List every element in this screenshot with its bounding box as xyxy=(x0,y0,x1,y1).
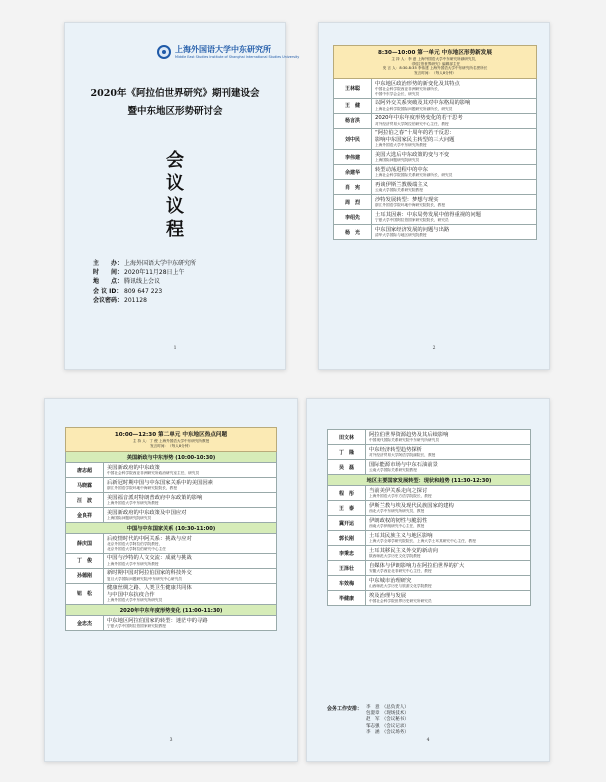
speaker-row xyxy=(333,114,537,129)
agenda-heading-char: 程 xyxy=(166,219,184,240)
speaker-name: 冀开运 xyxy=(328,516,366,530)
session-two-table xyxy=(65,427,277,631)
section-heading: 美国新政与中东形势 (10:00-10:30) xyxy=(65,452,277,463)
info-label: 会议密码： xyxy=(93,296,124,304)
speaker-content xyxy=(372,150,536,164)
speaker-content xyxy=(372,180,536,194)
talk-title: 当前美伊关系走向之探讨 xyxy=(369,487,428,494)
info-time xyxy=(93,268,196,277)
speaker-affiliation: 宁夏大学中国阿拉伯国家研究院院长，研究员 xyxy=(375,218,449,223)
info-label: 地 点： xyxy=(93,278,124,286)
speaker-row xyxy=(327,501,531,516)
speaker-affiliation: 上海社会科学院国际关系研究所副所长，研究员 xyxy=(375,173,453,178)
speaker-row xyxy=(333,165,537,180)
speaker-name: 余建华 xyxy=(334,165,372,179)
speaker-name: 吴 磊 xyxy=(328,460,366,474)
agenda-heading xyxy=(65,149,285,241)
talk-title: 2020年中东年度形势变化的若干思考 xyxy=(375,115,463,122)
page-number: 4 xyxy=(426,738,430,743)
logo-chinese-name: 上海外国语大学中东研究所 xyxy=(175,45,271,54)
speaker-affiliation: 上海国际问题研究院研究员 xyxy=(107,516,152,521)
talk-title: 阿拉伯世界资源趋势及其后续影响 xyxy=(369,431,449,438)
staff-list xyxy=(366,705,409,736)
speaker-affiliation: 中国社会科学院世界历史研究所研究员 xyxy=(369,598,432,603)
speaker-name: 李绍先 xyxy=(334,210,372,224)
talk-title: 中东地区政治形势的新变化及其特点 xyxy=(375,80,460,87)
speaker-content xyxy=(372,225,536,239)
talk-title: 后新冠时期中国与中东国家关系中的美国因素 xyxy=(107,479,213,486)
speaker-content xyxy=(104,493,276,507)
speaker-name: 王泽壮 xyxy=(328,561,366,575)
talk-title-continued: 与中国中东抗疫合作 xyxy=(107,591,155,598)
speaker-affiliation: 上海外国语大学中东研究所研究员 xyxy=(107,598,163,603)
talk-title: 土耳其移民主义外交的新动向 xyxy=(369,547,438,554)
staff-member: 李 意 （总负责人） xyxy=(366,705,409,710)
talk-title: 中国与沙特的人文交流：成就与挑战 xyxy=(107,555,192,562)
speaker-affiliation: 西南大学伊朗研究中心主任，教授 xyxy=(369,523,425,528)
speaker-name: 田文林 xyxy=(328,430,366,444)
info-value: 腾讯线上会议 xyxy=(124,278,161,286)
session-header xyxy=(333,45,537,79)
speaker-content xyxy=(366,576,530,590)
talk-title: 健康丝绸之路、人类卫生健康共同体 xyxy=(107,585,192,592)
speaker-name: 金忠杰 xyxy=(66,616,104,630)
speaker-content xyxy=(104,616,276,630)
speaker-affiliation: 对外经济贸易大学阿语学院副院长，教授 xyxy=(369,452,436,457)
info-organizer xyxy=(93,259,196,268)
speaker-affiliation: 上海外国语大学中东研究所教授 xyxy=(375,143,427,148)
talk-title: 以阿外交关系突破及其对中东格局的影响 xyxy=(375,100,471,107)
speaker-content xyxy=(366,501,530,515)
speaker-affiliation: 上海外国语大学东方语学院院长，教授 xyxy=(369,493,432,498)
speaker-row xyxy=(333,180,537,195)
conference-subtitle: 暨中东地区形势研讨会 xyxy=(127,106,223,117)
speaker-content xyxy=(366,445,530,459)
speaker-name: 王 健 xyxy=(334,99,372,113)
speaker-content xyxy=(104,534,276,553)
speaker-row xyxy=(65,584,277,605)
staff-member: 李 涵 （会议场务） xyxy=(366,729,409,735)
speaker-affiliation: 北京外国语大学阿拉伯学院教授， xyxy=(107,542,163,547)
info-value: 201128 xyxy=(124,296,147,304)
agenda-heading-char: 议 xyxy=(166,196,184,217)
page-number: 2 xyxy=(432,346,436,351)
speaker-row xyxy=(327,516,531,531)
speaker-row xyxy=(333,225,537,240)
talk-title: 美国新政府的中东政策 xyxy=(107,464,160,471)
talk-title-continued: 影响中东国家民主转型的三大问题 xyxy=(375,136,455,143)
speaker-row xyxy=(333,79,537,99)
info-value: 上海外国语大学中东研究所 xyxy=(124,260,197,267)
talk-title: 后疫情时代的中阿关系：挑战与应对 xyxy=(107,535,192,542)
info-meeting-id xyxy=(93,287,196,296)
speaker-row xyxy=(327,546,531,561)
speaker-affiliation: 上海外国语大学中东研究所教授 xyxy=(107,501,159,506)
speaker-content xyxy=(366,546,530,560)
speaker-row xyxy=(65,534,277,554)
speaker-affiliation: 复旦大学国际问题研究院/中东研究中心研究员 xyxy=(107,576,182,581)
staff-arrangement xyxy=(327,705,409,736)
staff-member: 邹志强 （会议记录） xyxy=(366,723,409,729)
institute-logo xyxy=(157,43,300,65)
conference-title: 2020年《阿拉伯世界研究》期刊建设会 xyxy=(90,88,260,99)
session-two-continued-table xyxy=(327,429,531,606)
speaker-content xyxy=(104,478,276,492)
section-heading: 2020年中东年度形势变化 (11:00-11:30) xyxy=(65,605,277,616)
speaker-content xyxy=(372,79,536,98)
section-heading: 地区主要国家发展转型：现状和趋势 (11:30-12:30) xyxy=(327,475,531,486)
speaker-content xyxy=(104,508,276,522)
speaker-content xyxy=(372,129,536,149)
speaker-affiliation: 上海大学全球学研究院院长，上海大学土耳其研究中心主任，教授 xyxy=(369,538,476,543)
staff-member: 包澄章 （现场技术） xyxy=(366,711,409,717)
speaker-row xyxy=(327,576,531,591)
speaker-content xyxy=(366,591,530,605)
info-value: 809 647 223 xyxy=(124,287,163,295)
speaker-content xyxy=(366,531,530,545)
speaker-content xyxy=(104,554,276,568)
agenda-page-1 xyxy=(64,22,300,370)
session-title: 8:30—10:00 第一单元 中东地区形势新发展 xyxy=(378,50,492,56)
speaker-row xyxy=(327,445,531,460)
speaker-row xyxy=(327,429,531,445)
talk-title: 美国大选后中东政策的变与不变 xyxy=(375,151,450,158)
speaker-name: 唐志超 xyxy=(66,463,104,477)
agenda-heading-char: 会 xyxy=(166,150,184,171)
talk-title: 中东地区阿拉伯国家的转型：迷茫中的寻路 xyxy=(107,617,208,624)
talk-title: 中东国家经济发展的问题与出路 xyxy=(375,226,450,233)
speaker-name: 薛庆国 xyxy=(66,534,104,553)
speaker-affiliation: 西北大学中东研究所研究员，教授 xyxy=(369,508,425,513)
speaker-row xyxy=(65,569,277,584)
info-label: 主 办： xyxy=(93,260,124,267)
speaker-name: 毕健康 xyxy=(328,591,366,605)
info-location xyxy=(93,277,196,286)
speaker-affiliation: 浙江外国语学院环地中海研究院院长，教授 xyxy=(375,203,446,208)
speaker-row xyxy=(327,486,531,501)
speaker-affiliation: 对外经济贸易大学阿拉伯研究中心主任，教授 xyxy=(375,121,449,126)
talk-title: 伊斯兰教与埃及现代民族国家的建构 xyxy=(369,502,454,509)
speaker-affiliation: 中国中东学会会长，研究员 xyxy=(375,91,420,96)
speaker-name: 肖 宪 xyxy=(334,180,372,194)
speaker-content xyxy=(372,210,536,224)
session-body xyxy=(327,429,531,606)
speaker-row xyxy=(327,531,531,546)
staff-label: 会务工作安排： xyxy=(327,706,363,712)
talk-title: 中东城市治理研究 xyxy=(369,577,412,584)
speaker-name: 程 彤 xyxy=(328,486,366,500)
section-heading: 中国与中东国家关系 (10:30-11:00) xyxy=(65,523,277,534)
talk-title: 土耳其因素：中东局势发展中值得重视的问题 xyxy=(375,211,481,218)
speaker-content xyxy=(104,584,276,604)
speaker-name: 王林聪 xyxy=(334,79,372,98)
speaker-name: 周 烈 xyxy=(334,195,372,209)
speaker-row xyxy=(65,463,277,478)
speaker-affiliation: 上海外国语大学中东研究所教授 xyxy=(107,561,159,566)
speaker-row xyxy=(65,493,277,508)
university-emblem-icon xyxy=(157,45,171,59)
speaker-affiliation: 中国社会科学院西亚非洲研究所副所长， xyxy=(375,87,442,92)
speaker-row xyxy=(65,554,277,569)
talk-title: 美国福音派对特朗普政府中东政策的影响 xyxy=(107,494,203,501)
info-password xyxy=(93,296,196,305)
speaker-row xyxy=(327,591,531,606)
talk-title: “阿拉伯之春”十周年的若干反思： xyxy=(375,130,455,137)
speaker-affiliation: 云南大学国际关系研究院教授 xyxy=(375,188,423,193)
speaker-affiliation: 云南大学国际关系研究院教授 xyxy=(369,467,417,472)
talk-title: 中东经济转型趋势探析 xyxy=(369,446,422,453)
speaker-content xyxy=(372,195,536,209)
speaker-content xyxy=(372,114,536,128)
speaker-content xyxy=(104,463,276,477)
speaker-name: 杨言洪 xyxy=(334,114,372,128)
info-label: 时 间： xyxy=(93,269,124,277)
speaker-name: 丁 隆 xyxy=(328,445,366,459)
speaker-affiliation: 浙江外国语学院环地中海研究院院长，教授 xyxy=(107,486,178,491)
speaker-content xyxy=(372,165,536,179)
session-title: 10:00—12:30 第二单元 中东地区热点问题 xyxy=(114,432,228,438)
speaker-name: 刘中民 xyxy=(334,129,372,149)
talk-title: 埃及治理与发展 xyxy=(369,592,407,599)
logo-english-name: Middle East Studies Institute of Shanghai International Studies University xyxy=(175,55,300,59)
session-host-line: 发 言 人：8:30-8:35 李伟建 上海外国语大学中东研究所名誉所长 xyxy=(382,66,488,71)
speaker-name: 王 泰 xyxy=(328,501,366,515)
speaker-name: 马晓霖 xyxy=(66,478,104,492)
speaker-row xyxy=(333,150,537,165)
speaker-content xyxy=(366,460,530,474)
talk-title: 自媒体与伊朗影响力在阿拉伯世界的扩大 xyxy=(369,562,465,569)
speaker-row xyxy=(333,129,537,150)
speaker-content xyxy=(366,561,530,575)
agenda-heading-char: 议 xyxy=(166,173,184,194)
session-host-line: 主 持 人：丁 俊 上海外国语大学中东研究所教授 xyxy=(132,439,210,443)
speaker-content xyxy=(372,99,536,113)
speaker-row xyxy=(65,508,277,523)
talk-title: 转型动荡进程中的中东 xyxy=(375,166,428,173)
speaker-row xyxy=(333,210,537,225)
speaker-content xyxy=(366,516,530,530)
session-host-line: 《阿拉伯世界研究》编辑部主任 xyxy=(409,61,461,66)
session-host-line: 主 持 人：李 意 上海外国语大学中东研究所副研究员， xyxy=(391,57,479,61)
speaker-name: 李秉忠 xyxy=(328,546,366,560)
agenda-page-3 xyxy=(44,398,298,762)
speaker-affiliation: 上海社会科学院国际问题研究所副所长，研究员 xyxy=(375,106,453,111)
speaker-row xyxy=(65,616,277,631)
speaker-name: 孙德刚 xyxy=(66,569,104,583)
talk-title: 国际能源市场与中东石油前景 xyxy=(369,461,438,468)
speaker-content xyxy=(366,430,530,444)
speaker-name: 车效梅 xyxy=(328,576,366,590)
speaker-name: 汪 波 xyxy=(66,493,104,507)
speaker-name: 钮 松 xyxy=(66,584,104,604)
speaker-row xyxy=(333,195,537,210)
speaker-affiliation: 安徽大学西亚北非研究中心主任，教授 xyxy=(369,568,432,573)
speaker-rows xyxy=(333,79,537,240)
agenda-page-4 xyxy=(306,398,550,762)
session-one-table xyxy=(333,45,537,240)
session-header xyxy=(65,427,277,452)
speaker-name: 郭长刚 xyxy=(328,531,366,545)
talk-title: 再谈伊斯兰教极端主义 xyxy=(375,181,428,188)
page-number: 1 xyxy=(173,346,177,351)
speaker-name: 李伟建 xyxy=(334,150,372,164)
speaker-affiliation: 山西师范大学历史与旅游文化学院教授 xyxy=(369,583,432,588)
agenda-page-2 xyxy=(318,22,550,370)
talk-title: 美国新政府的中东政策及中国应对 xyxy=(107,509,187,516)
speaker-row xyxy=(65,478,277,493)
session-body xyxy=(65,452,277,631)
speaker-name: 杨 光 xyxy=(334,225,372,239)
talk-title: 沙特发展转型：梦想与现实 xyxy=(375,196,439,203)
talk-title: 土耳其民族主义与地区影响 xyxy=(369,532,433,539)
speaker-row xyxy=(333,99,537,114)
speaker-affiliation: 宁夏大学中国阿拉伯国家研究院教授 xyxy=(107,624,166,629)
staff-member: 赵 军 （会议秘书） xyxy=(366,717,409,723)
speaker-affiliation: 中国现代国际关系研究院中东研究所研究员 xyxy=(369,437,440,442)
info-label: 会 议 ID： xyxy=(93,287,123,295)
speaker-affiliation: 陕西师范大学历史文化学院教授 xyxy=(369,553,421,558)
speaker-affiliation: 清华大学国际与地区研究院教授 xyxy=(375,233,427,238)
talk-title: 新时期中国对阿拉伯国家的科技外交 xyxy=(107,570,192,577)
page-number: 3 xyxy=(169,738,173,743)
speaker-affiliation: 中国社会科学院西亚非洲研究所政治研究室主任，研究员 xyxy=(107,471,200,476)
meeting-info xyxy=(93,259,196,305)
speaker-content xyxy=(366,486,530,500)
speaker-name: 丁 俊 xyxy=(66,554,104,568)
speaker-row xyxy=(327,460,531,475)
talk-title: 伊朗政权的韧性与脆弱性 xyxy=(369,517,428,524)
info-value: 2020年11月28日上午 xyxy=(124,269,185,277)
speaker-name: 金良祥 xyxy=(66,508,104,522)
speaker-affiliation: 上海国际问题研究院研究员 xyxy=(375,158,420,163)
speaker-content xyxy=(104,569,276,583)
speaker-row xyxy=(327,561,531,576)
speaker-affiliation: 北京外国语大学阿拉伯研究中心主任 xyxy=(107,546,166,551)
session-host-line: 发言时间：（每人8分钟） xyxy=(150,443,192,448)
session-host-line: 发言时间：（每人8分钟） xyxy=(414,70,456,75)
